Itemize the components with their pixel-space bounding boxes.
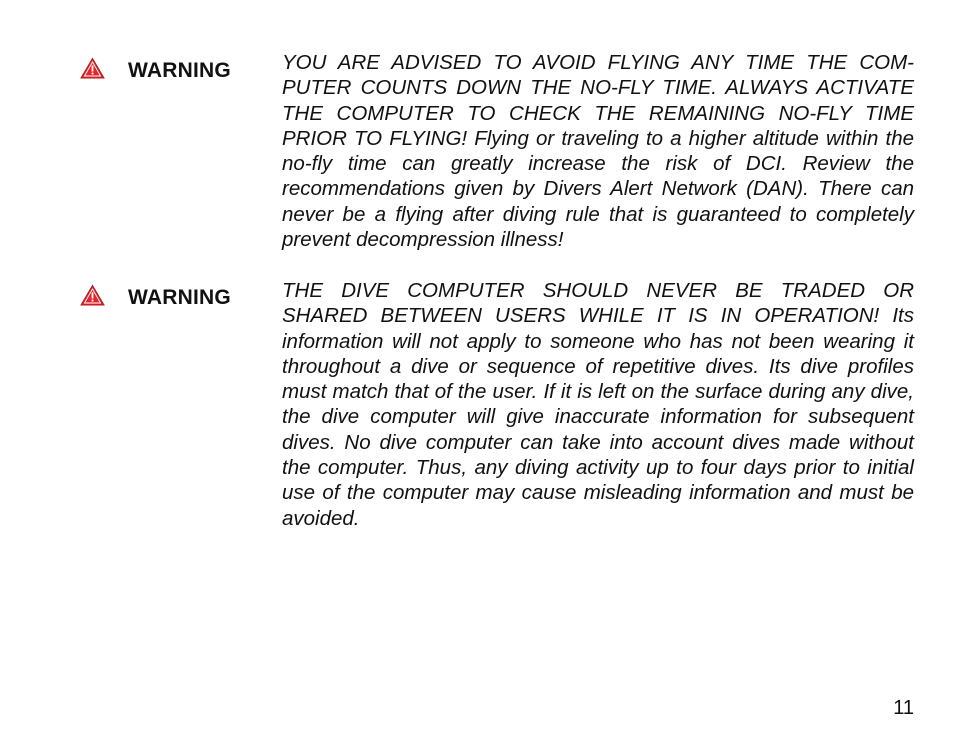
warning-label: WARNING [128,286,231,309]
warning-text: THE DIVE COMPUTER SHOULD NEVER BE TRADED OR SHARED BETWEEN USERS WHILE IT IS IN OPERATION! Its information will not apply to someone who has not been wearing it throughout a dive or sequence of repetitive dives. Its dive profiles must match that of the user. If it is left on the surface during any dive, the dive computer will give inaccurate information for subsequent dives. No dive computer can take into account dives made without the computer. Thus, any diving activity up to four days prior to initial use of the computer may cause misleading information and must be avoided. [282,279,914,530]
warning-label: WARNING [128,59,231,82]
warning-text: YOU ARE ADVISED TO AVOID FLYING ANY TIME THE COMPUTER COUNTS DOWN THE NO-FLY TIME. ALWAYS ACTIVATE THE COMPUTER TO CHECK THE REMAINING NO-FLY TIME PRIOR TO FLYING! Flying or traveling to a higher altitude within the no-fly time can greatly increase the risk of DCI. Review the recommendations given by Divers Alert Network (DAN). There can never be a flying after diving rule that is guaranteed to completely prevent decompression illness! [282,51,914,252]
warning-triangle-icon [80,57,105,79]
warning-triangle-icon [80,284,105,306]
page-number: 11 [893,697,914,719]
